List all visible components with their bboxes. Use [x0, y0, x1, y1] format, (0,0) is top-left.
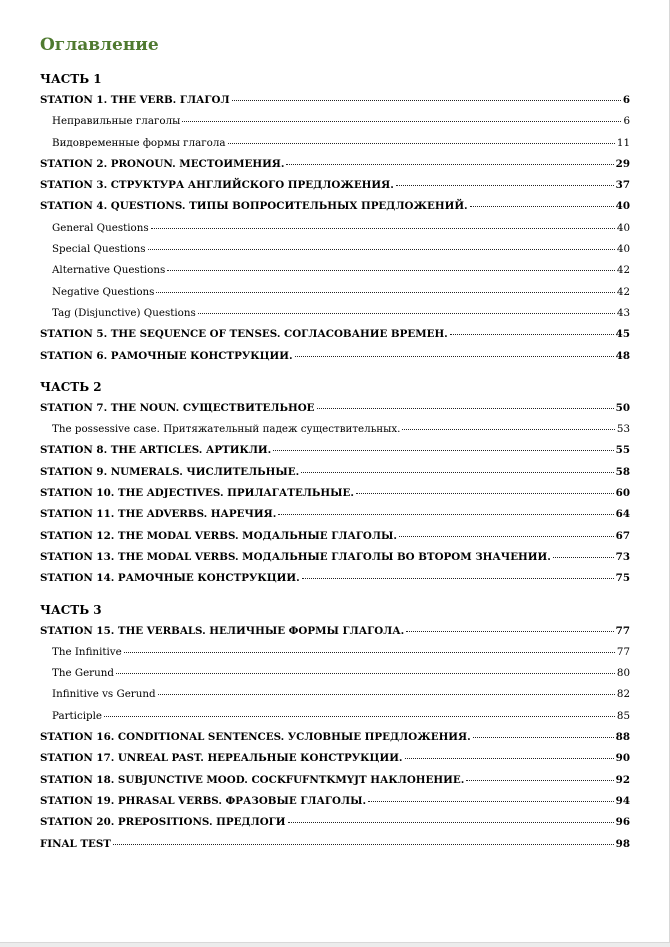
toc-entry[interactable]	[40, 462, 630, 483]
table-of-contents	[40, 68, 630, 855]
toc-entry-page: 92	[615, 773, 630, 786]
toc-subentry[interactable]	[40, 218, 630, 239]
dot-leader	[450, 333, 614, 335]
dot-leader	[466, 779, 613, 781]
toc-subentry[interactable]	[40, 260, 630, 281]
dot-leader	[198, 312, 615, 314]
dot-leader	[402, 428, 614, 430]
toc-entry-page: 40	[616, 221, 630, 234]
toc-entry[interactable]	[40, 748, 630, 769]
toc-subentry[interactable]	[40, 303, 630, 324]
toc-entry[interactable]	[40, 727, 630, 748]
toc-subentry[interactable]	[40, 282, 630, 303]
toc-subentry[interactable]	[40, 133, 630, 154]
toc-entry-title: The possessive case. Притяжательный падеж существительных.	[52, 423, 401, 436]
toc-subentry[interactable]	[40, 111, 630, 132]
toc-entry[interactable]	[40, 791, 630, 812]
toc-entry-page: 42	[616, 285, 630, 298]
toc-entry-title: Infinitive vs Gerund	[52, 688, 156, 701]
toc-entry-title: STATION 13. THE MODAL VERBS. МОДАЛЬНЫЕ ГЛАГОЛЫ ВО ВТОРОМ ЗНАЧЕНИИ.	[40, 550, 551, 563]
toc-entry-title: STATION 4. QUESTIONS. ТИПЫ ВОПРОСИТЕЛЬНЫХ ПРЕДЛОЖЕНИЙ.	[40, 200, 468, 213]
dot-leader	[301, 471, 613, 473]
toc-entry-page: 58	[615, 465, 630, 478]
toc-entry[interactable]	[40, 526, 630, 547]
toc-entry-title: Negative Questions	[52, 285, 155, 298]
toc-entry-page: 50	[615, 401, 630, 414]
toc-entry-title: Неправильные глаголы	[52, 115, 181, 128]
toc-entry-page: 6	[622, 94, 630, 106]
toc-entry-title: STATION 9. NUMERALS. ЧИСЛИТЕЛЬНЫЕ.	[40, 465, 300, 478]
toc-entry-page: 53	[616, 423, 630, 436]
toc-entry-title: STATION 5. THE SEQUENCE OF TENSES. СОГЛАСОВАНИЕ ВРЕМЕН.	[40, 328, 448, 341]
toc-entry-page: 77	[615, 624, 630, 637]
toc-entry[interactable]	[40, 812, 630, 833]
toc-entry-title: STATION 6. РАМОЧНЫЕ КОНСТРУКЦИИ.	[40, 349, 293, 362]
toc-entry-title: STATION 19. PHRASAL VERBS. ФРАЗОВЫЕ ГЛАГОЛЫ.	[40, 794, 367, 807]
part-heading: ЧАСТЬ 2	[40, 379, 102, 394]
toc-entry-title: STATION 12. THE MODAL VERBS. МОДАЛЬНЫЕ ГЛАГОЛЫ.	[40, 529, 397, 542]
dot-leader	[302, 577, 614, 579]
toc-entry-page: 82	[616, 688, 630, 701]
toc-entry-title: STATION 18. SUBJUNCTIVE MOOD. COCKFUFNTKMYJT НАКЛОНЕНИЕ.	[40, 773, 465, 786]
toc-entry-page: 6	[623, 115, 630, 128]
toc-entry[interactable]	[40, 547, 630, 568]
toc-entry[interactable]	[40, 90, 630, 111]
toc-entry[interactable]	[40, 770, 630, 791]
toc-entry-title: The Infinitive	[52, 645, 122, 658]
dot-leader	[399, 535, 614, 537]
toc-entry-page: 77	[616, 645, 630, 658]
toc-entry-page: 40	[615, 200, 630, 213]
toc-entry-title: FINAL TEST	[40, 837, 111, 850]
toc-entry-page: 43	[616, 306, 630, 319]
toc-entry[interactable]	[40, 621, 630, 642]
toc-entry-title: STATION 11. THE ADVERBS. НАРЕЧИЯ.	[40, 508, 277, 521]
dot-leader	[148, 248, 615, 250]
toc-entry[interactable]	[40, 154, 630, 175]
dot-leader	[295, 355, 614, 357]
toc-entry[interactable]	[40, 175, 630, 196]
toc-subentry[interactable]	[40, 239, 630, 260]
toc-entry-page: 40	[616, 243, 630, 256]
dot-leader	[278, 513, 613, 515]
dot-leader	[156, 291, 614, 293]
dot-leader	[470, 205, 614, 207]
toc-entry[interactable]	[40, 568, 630, 589]
toc-title: Оглавление	[40, 35, 159, 55]
dot-leader	[473, 736, 614, 738]
toc-entry-page: 45	[615, 328, 630, 341]
part-heading: ЧАСТЬ 1	[40, 72, 102, 86]
dot-leader	[232, 99, 621, 101]
dot-leader	[104, 715, 615, 717]
dot-leader	[396, 184, 614, 186]
dot-leader	[116, 672, 615, 674]
dot-leader	[286, 163, 613, 165]
toc-entry-title: STATION 16. CONDITIONAL SENTENCES. УСЛОВНЫЕ ПРЕДЛОЖЕНИЯ.	[40, 731, 471, 744]
toc-entry-page: 37	[615, 179, 630, 192]
dot-leader	[113, 843, 614, 845]
toc-entry[interactable]	[40, 504, 630, 525]
toc-entry-title: STATION 3. СТРУКТУРА АНГЛИЙСКОГО ПРЕДЛОЖЕНИЯ.	[40, 179, 394, 192]
toc-entry-title: STATION 10. THE ADJECTIVES. ПРИЛАГАТЕЛЬНЫЕ.	[40, 487, 354, 500]
toc-entry-title: Special Questions	[52, 243, 146, 256]
toc-entry[interactable]	[40, 440, 630, 461]
toc-entry-title: STATION 17. UNREAL PAST. НЕРЕАЛЬНЫЕ КОНСТРУКЦИИ.	[40, 752, 403, 765]
dot-leader	[406, 630, 613, 632]
toc-entry-page: 64	[615, 508, 630, 521]
toc-entry-title: STATION 2. PRONOUN. МЕСТОИМЕНИЯ.	[40, 157, 285, 170]
toc-entry-page: 73	[615, 550, 630, 563]
toc-entry-title: STATION 8. THE ARTICLES. АРТИКЛИ.	[40, 444, 272, 457]
toc-entry[interactable]	[40, 196, 630, 217]
toc-entry-page: 80	[616, 667, 630, 680]
toc-entry[interactable]	[40, 324, 630, 345]
dot-leader	[288, 821, 614, 823]
toc-subentry[interactable]	[40, 642, 630, 663]
part-heading: ЧАСТЬ 3	[40, 602, 102, 617]
toc-entry-page: 96	[615, 816, 630, 829]
toc-subentry[interactable]	[40, 706, 630, 727]
toc-entry-title: Видовременные формы глагола	[52, 136, 226, 149]
dot-leader	[317, 407, 614, 409]
toc-entry-title: Alternative Questions	[52, 264, 166, 277]
toc-entry-title: The Gerund	[52, 667, 114, 680]
toc-entry-page: 60	[615, 487, 630, 500]
toc-entry-page: 67	[615, 529, 630, 542]
toc-entry-title: Tag (Disjunctive) Questions	[52, 306, 196, 319]
toc-entry[interactable]	[40, 346, 630, 367]
dot-leader	[273, 449, 613, 451]
toc-entry-page: 98	[615, 837, 630, 850]
toc-entry-title: STATION 7. THE NOUN. СУЩЕСТВИТЕЛЬНОЕ	[40, 401, 315, 414]
dot-leader	[356, 492, 614, 494]
toc-entry-page: 90	[615, 752, 630, 765]
toc-entry-page: 75	[615, 572, 630, 585]
toc-entry-title: General Questions	[52, 221, 149, 234]
dot-leader	[124, 651, 615, 653]
dot-leader	[167, 269, 615, 271]
dot-leader	[405, 757, 614, 759]
toc-subentry[interactable]	[40, 419, 630, 440]
toc-entry-page: 29	[615, 157, 630, 170]
toc-entry-page: 88	[615, 731, 630, 744]
toc-entry-title: STATION 14. РАМОЧНЫЕ КОНСТРУКЦИИ.	[40, 572, 300, 585]
toc-entry-page: 94	[615, 794, 630, 807]
dot-leader	[182, 120, 621, 122]
toc-subentry[interactable]	[40, 663, 630, 684]
toc-entry-page: 48	[615, 349, 630, 362]
toc-entry-page: 42	[616, 264, 630, 277]
dot-leader	[151, 227, 615, 229]
toc-entry-page: 85	[616, 709, 630, 722]
toc-entry[interactable]	[40, 398, 630, 419]
toc-entry[interactable]	[40, 483, 630, 504]
dot-leader	[368, 800, 614, 802]
toc-subentry[interactable]	[40, 684, 630, 705]
dot-leader	[228, 142, 615, 144]
toc-entry-page: 11	[616, 136, 630, 149]
dot-leader	[553, 556, 614, 558]
toc-entry-page: 55	[615, 444, 630, 457]
toc-entry-title: STATION 20. PREPOSITIONS. ПРЕДЛОГИ	[40, 816, 286, 829]
toc-entry-title: STATION 1. THE VERB. ГЛАГОЛ	[40, 94, 230, 106]
toc-entry-title: Participle	[52, 709, 102, 722]
toc-entry-title: STATION 15. THE VERBALS. НЕЛИЧНЫЕ ФОРМЫ ГЛАГОЛА.	[40, 624, 405, 637]
dot-leader	[158, 693, 615, 695]
toc-entry[interactable]	[40, 834, 630, 855]
